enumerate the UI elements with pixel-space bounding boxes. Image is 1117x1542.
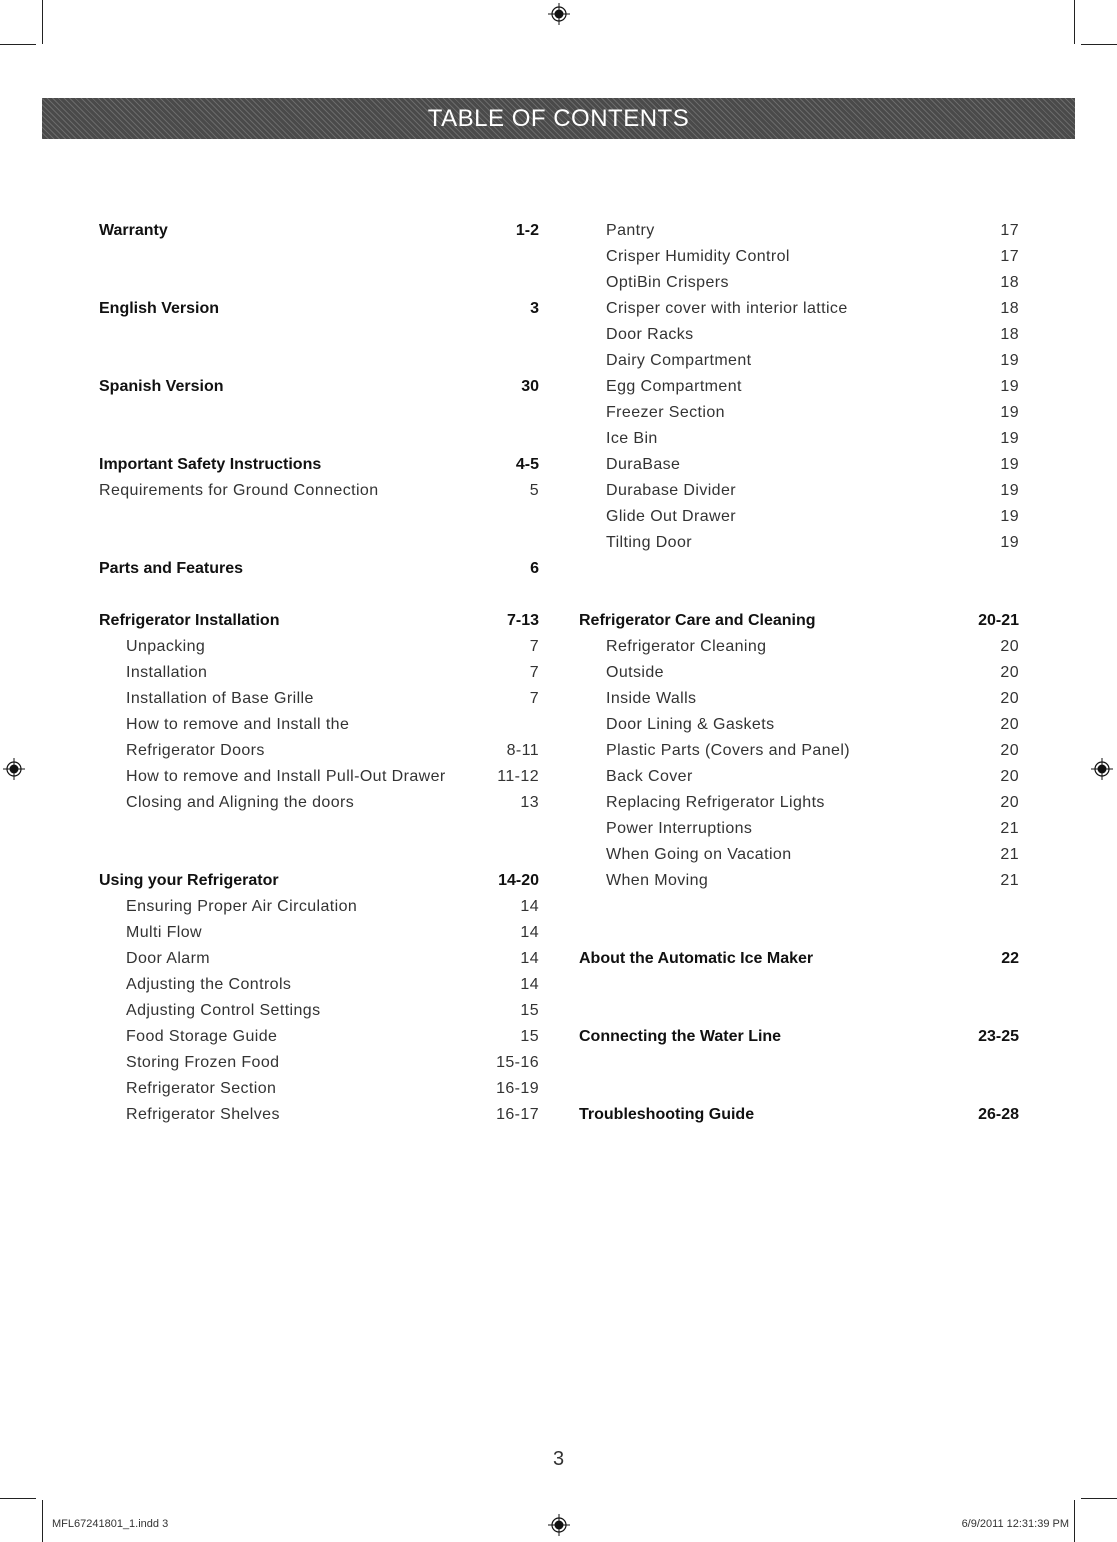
toc-entry-label: OptiBin Crispers <box>606 274 729 291</box>
toc-entry-page: 20 <box>1000 716 1019 733</box>
toc-entry-label: Warranty <box>99 222 168 239</box>
toc-entry <box>579 634 1019 660</box>
toc-entry <box>579 842 1019 868</box>
toc-entry-label: Installation <box>126 664 208 681</box>
toc-entry-page: 20 <box>1000 638 1019 655</box>
toc-entry-label: How to remove and Install the <box>126 716 350 733</box>
toc-entry-label: Crisper Humidity Control <box>606 248 790 265</box>
toc-entry-page: 15 <box>520 1028 539 1045</box>
toc-entry-page: 21 <box>1000 872 1019 889</box>
toc-entry <box>99 608 539 634</box>
toc-entry-page: 30 <box>521 378 539 395</box>
crop-mark <box>1074 0 1075 44</box>
crop-mark <box>1081 44 1117 45</box>
toc-entry <box>579 426 1019 452</box>
toc-entry-page: 18 <box>1000 300 1019 317</box>
toc-entry-label: Important Safety Instructions <box>99 456 322 473</box>
toc-entry-page: 20 <box>1000 742 1019 759</box>
toc-entry-label: Plastic Parts (Covers and Panel) <box>606 742 851 759</box>
toc-entry <box>579 1102 1019 1128</box>
toc-entry-label: Back Cover <box>606 768 693 785</box>
toc-entry <box>99 1076 539 1102</box>
crop-mark <box>1074 1500 1075 1542</box>
toc-entry-page: 7 <box>529 664 539 681</box>
toc-entry-label: About the Automatic Ice Maker <box>579 950 814 967</box>
toc-entry-label: Unpacking <box>126 638 206 655</box>
toc-entry-page: 17 <box>1000 248 1019 265</box>
registration-mark-icon <box>548 1514 570 1536</box>
toc-entry-page: 19 <box>1000 378 1019 395</box>
toc-entry <box>99 1024 539 1050</box>
crop-mark <box>1081 1498 1117 1499</box>
toc-entry-label: Refrigerator Installation <box>99 612 280 629</box>
toc-entry-label: Refrigerator Care and Cleaning <box>579 612 816 629</box>
toc-entry-page: 19 <box>1000 482 1019 499</box>
toc-entry-label: When Moving <box>606 872 709 889</box>
toc-entry <box>579 790 1019 816</box>
toc-entry-page: 13 <box>520 794 539 811</box>
toc-entry <box>99 452 539 478</box>
toc-entry <box>99 946 539 972</box>
toc-entry-page: 23-25 <box>978 1028 1019 1045</box>
toc-entry <box>579 322 1019 348</box>
slug-filename: MFL67241801_1.indd 3 <box>52 1518 169 1530</box>
toc-entry-label: Requirements for Ground Connection <box>99 482 379 499</box>
toc-entry-page: 7 <box>529 690 539 707</box>
toc-entry-label: Adjusting Control Settings <box>126 1002 321 1019</box>
toc-entry-label: Replacing Refrigerator Lights <box>606 794 825 811</box>
toc-entry-label: Installation of Base Grille <box>126 690 314 707</box>
toc-entry <box>99 998 539 1024</box>
toc-entry-page: 19 <box>1000 430 1019 447</box>
toc-entry <box>579 244 1019 270</box>
toc-entry-page: 7 <box>529 638 539 655</box>
registration-mark-icon <box>548 3 570 25</box>
toc-entry-label: Refrigerator Section <box>126 1080 277 1097</box>
toc-entry-label: Closing and Aligning the doors <box>126 794 355 811</box>
toc-entry-label: Refrigerator Shelves <box>126 1106 280 1123</box>
toc-entry-page: 14 <box>520 950 539 967</box>
toc-entry-label: Crisper cover with interior lattice <box>606 300 848 317</box>
toc-entry-page: 3 <box>530 300 539 317</box>
toc-entry-page: 11-12 <box>497 768 539 785</box>
toc-entry-page: 19 <box>1000 404 1019 421</box>
toc-entry <box>99 218 539 244</box>
toc-entry-page: 15 <box>520 1002 539 1019</box>
toc-entry <box>99 296 539 322</box>
toc-entry <box>579 452 1019 478</box>
toc-entry-page: 19 <box>1000 534 1019 551</box>
toc-entry-label: Power Interruptions <box>606 820 753 837</box>
toc-entry-label: Parts and Features <box>99 560 244 577</box>
toc-entry-page: 18 <box>1000 274 1019 291</box>
toc-entry <box>99 738 539 764</box>
toc-entry-page: 22 <box>1001 950 1019 967</box>
toc-entry <box>579 400 1019 426</box>
toc-entry-page: 20-21 <box>978 612 1019 629</box>
toc-entry-page: 15-16 <box>496 1054 539 1071</box>
toc-entry-label: DuraBase <box>606 456 681 473</box>
toc-entry <box>99 790 539 816</box>
toc-entry-page: 5 <box>529 482 539 499</box>
toc-entry <box>99 634 539 660</box>
toc-entry-label: Ensuring Proper Air Circulation <box>126 898 358 915</box>
toc-entry <box>99 894 539 920</box>
toc-entry <box>99 868 539 894</box>
toc-entry-label: Inside Walls <box>606 690 697 707</box>
toc-entry <box>99 764 539 790</box>
toc-entry-page: 16-19 <box>496 1080 539 1097</box>
toc-entry-label: Multi Flow <box>126 924 203 941</box>
toc-entry <box>579 348 1019 374</box>
toc-entry-label: Food Storage Guide <box>126 1028 278 1045</box>
toc-entry <box>579 608 1019 634</box>
crop-mark <box>0 44 36 45</box>
toc-entry-label: Using your Refrigerator <box>99 872 279 889</box>
toc-entry-page: 20 <box>1000 794 1019 811</box>
toc-entry-page: 20 <box>1000 768 1019 785</box>
toc-entry <box>99 712 539 738</box>
toc-entry-page: 1-2 <box>515 222 539 239</box>
toc-entry-label: Door Lining & Gaskets <box>606 716 775 733</box>
toc-entry-page: 8-11 <box>506 742 539 759</box>
toc-entry <box>579 478 1019 504</box>
toc-entry <box>579 868 1019 894</box>
toc-entry-page: 19 <box>1000 508 1019 525</box>
toc-entry-label: Refrigerator Doors <box>126 742 265 759</box>
toc-banner <box>42 98 1075 139</box>
toc-entry-label: How to remove and Install Pull-Out Drawer <box>126 768 446 785</box>
toc-entry <box>99 972 539 998</box>
toc-entry-page: 18 <box>1000 326 1019 343</box>
toc-entry <box>99 1102 539 1128</box>
toc-entry <box>579 296 1019 322</box>
toc-entry-page: 19 <box>1000 456 1019 473</box>
toc-entry-page: 17 <box>1000 222 1019 239</box>
toc-entry-page: 16-17 <box>496 1106 539 1123</box>
toc-entry <box>579 374 1019 400</box>
toc-entry <box>99 686 539 712</box>
toc-entry-label: Freezer Section <box>606 404 725 421</box>
toc-entry <box>99 374 539 400</box>
toc-entry <box>99 556 539 582</box>
toc-entry-label: Door Racks <box>606 326 694 343</box>
toc-entry <box>99 920 539 946</box>
slug-timestamp: 6/9/2011 12:31:39 PM <box>961 1518 1069 1530</box>
toc-entry <box>579 218 1019 244</box>
toc-entry-page: 26-28 <box>978 1106 1019 1123</box>
toc-entry <box>579 530 1019 556</box>
toc-entry-label: Pantry <box>606 222 655 239</box>
toc-entry <box>579 738 1019 764</box>
toc-entry-page: 19 <box>1000 352 1019 369</box>
toc-entry-label: Door Alarm <box>126 950 211 967</box>
registration-mark-icon <box>1091 758 1113 780</box>
toc-title: TABLE OF CONTENTS <box>427 104 690 132</box>
toc-entry <box>579 946 1019 972</box>
toc-entry <box>579 686 1019 712</box>
toc-entry-label: Durabase Divider <box>606 482 737 499</box>
toc-entry <box>99 478 539 504</box>
toc-entry <box>99 660 539 686</box>
crop-mark <box>42 1500 43 1542</box>
toc-entry <box>579 660 1019 686</box>
toc-entry-label: Troubleshooting Guide <box>579 1106 755 1123</box>
toc-entry <box>99 1050 539 1076</box>
toc-entry <box>579 816 1019 842</box>
toc-entry-label: Spanish Version <box>99 378 224 395</box>
toc-entry-page: 4-5 <box>515 456 539 473</box>
toc-entry-label: Adjusting the Controls <box>126 976 292 993</box>
crop-mark <box>42 0 43 44</box>
toc-entry-page: 14 <box>520 898 539 915</box>
page-number: 3 <box>552 1448 565 1470</box>
toc-entry-page: 21 <box>1000 820 1019 837</box>
toc-entry-label: Outside <box>606 664 664 681</box>
toc-entry <box>579 764 1019 790</box>
toc-entry-page: 14 <box>520 976 539 993</box>
crop-mark <box>0 1498 36 1499</box>
toc-entry <box>579 1024 1019 1050</box>
toc-entry-page: 20 <box>1000 664 1019 681</box>
toc-entry-label: Glide Out Drawer <box>606 508 736 525</box>
registration-mark-icon <box>3 758 25 780</box>
toc-entry-label: Ice Bin <box>606 430 658 447</box>
toc-entry-page: 7-13 <box>506 612 539 629</box>
toc-entry-page: 21 <box>1000 846 1019 863</box>
toc-entry-label: When Going on Vacation <box>606 846 792 863</box>
toc-entry-label: Connecting the Water Line <box>579 1028 782 1045</box>
toc-entry-page: 14-20 <box>498 872 539 889</box>
toc-entry-label: Tilting Door <box>606 534 693 551</box>
toc-entry <box>579 504 1019 530</box>
toc-entry <box>579 712 1019 738</box>
toc-entry-label: English Version <box>99 300 220 317</box>
toc-entry-label: Storing Frozen Food <box>126 1054 280 1071</box>
toc-entry <box>579 270 1019 296</box>
toc-entry-page: 6 <box>530 560 539 577</box>
toc-entry-label: Refrigerator Cleaning <box>606 638 767 655</box>
toc-entry-page: 14 <box>520 924 539 941</box>
toc-entry-page: 20 <box>1000 690 1019 707</box>
toc-entry-label: Dairy Compartment <box>606 352 752 369</box>
toc-entry-label: Egg Compartment <box>606 378 742 395</box>
